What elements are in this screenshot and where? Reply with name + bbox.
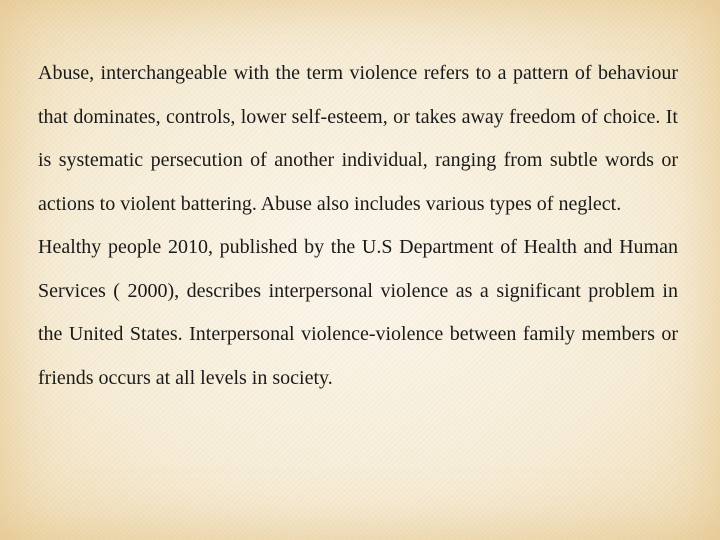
paragraph-abuse-definition: Abuse, interchangeable with the term violence refers to a pattern of behaviour that dominates, controls, lower self-esteem, or takes away freedom of choice. It is systematic persecution of another individual, ranging from subtle words or actions to violent battering. Abuse also includes various types of neglect.	[38, 62, 678, 215]
slide-body-text	[38, 52, 678, 400]
paragraph-healthy-people-2010: Healthy people 2010, published by the U.S Department of Health and Human Services ( 2000), describes interpersonal violence as a significant problem in the United States. Interpersonal violence-violence between family members or friends occurs at all levels in society.	[38, 236, 678, 389]
